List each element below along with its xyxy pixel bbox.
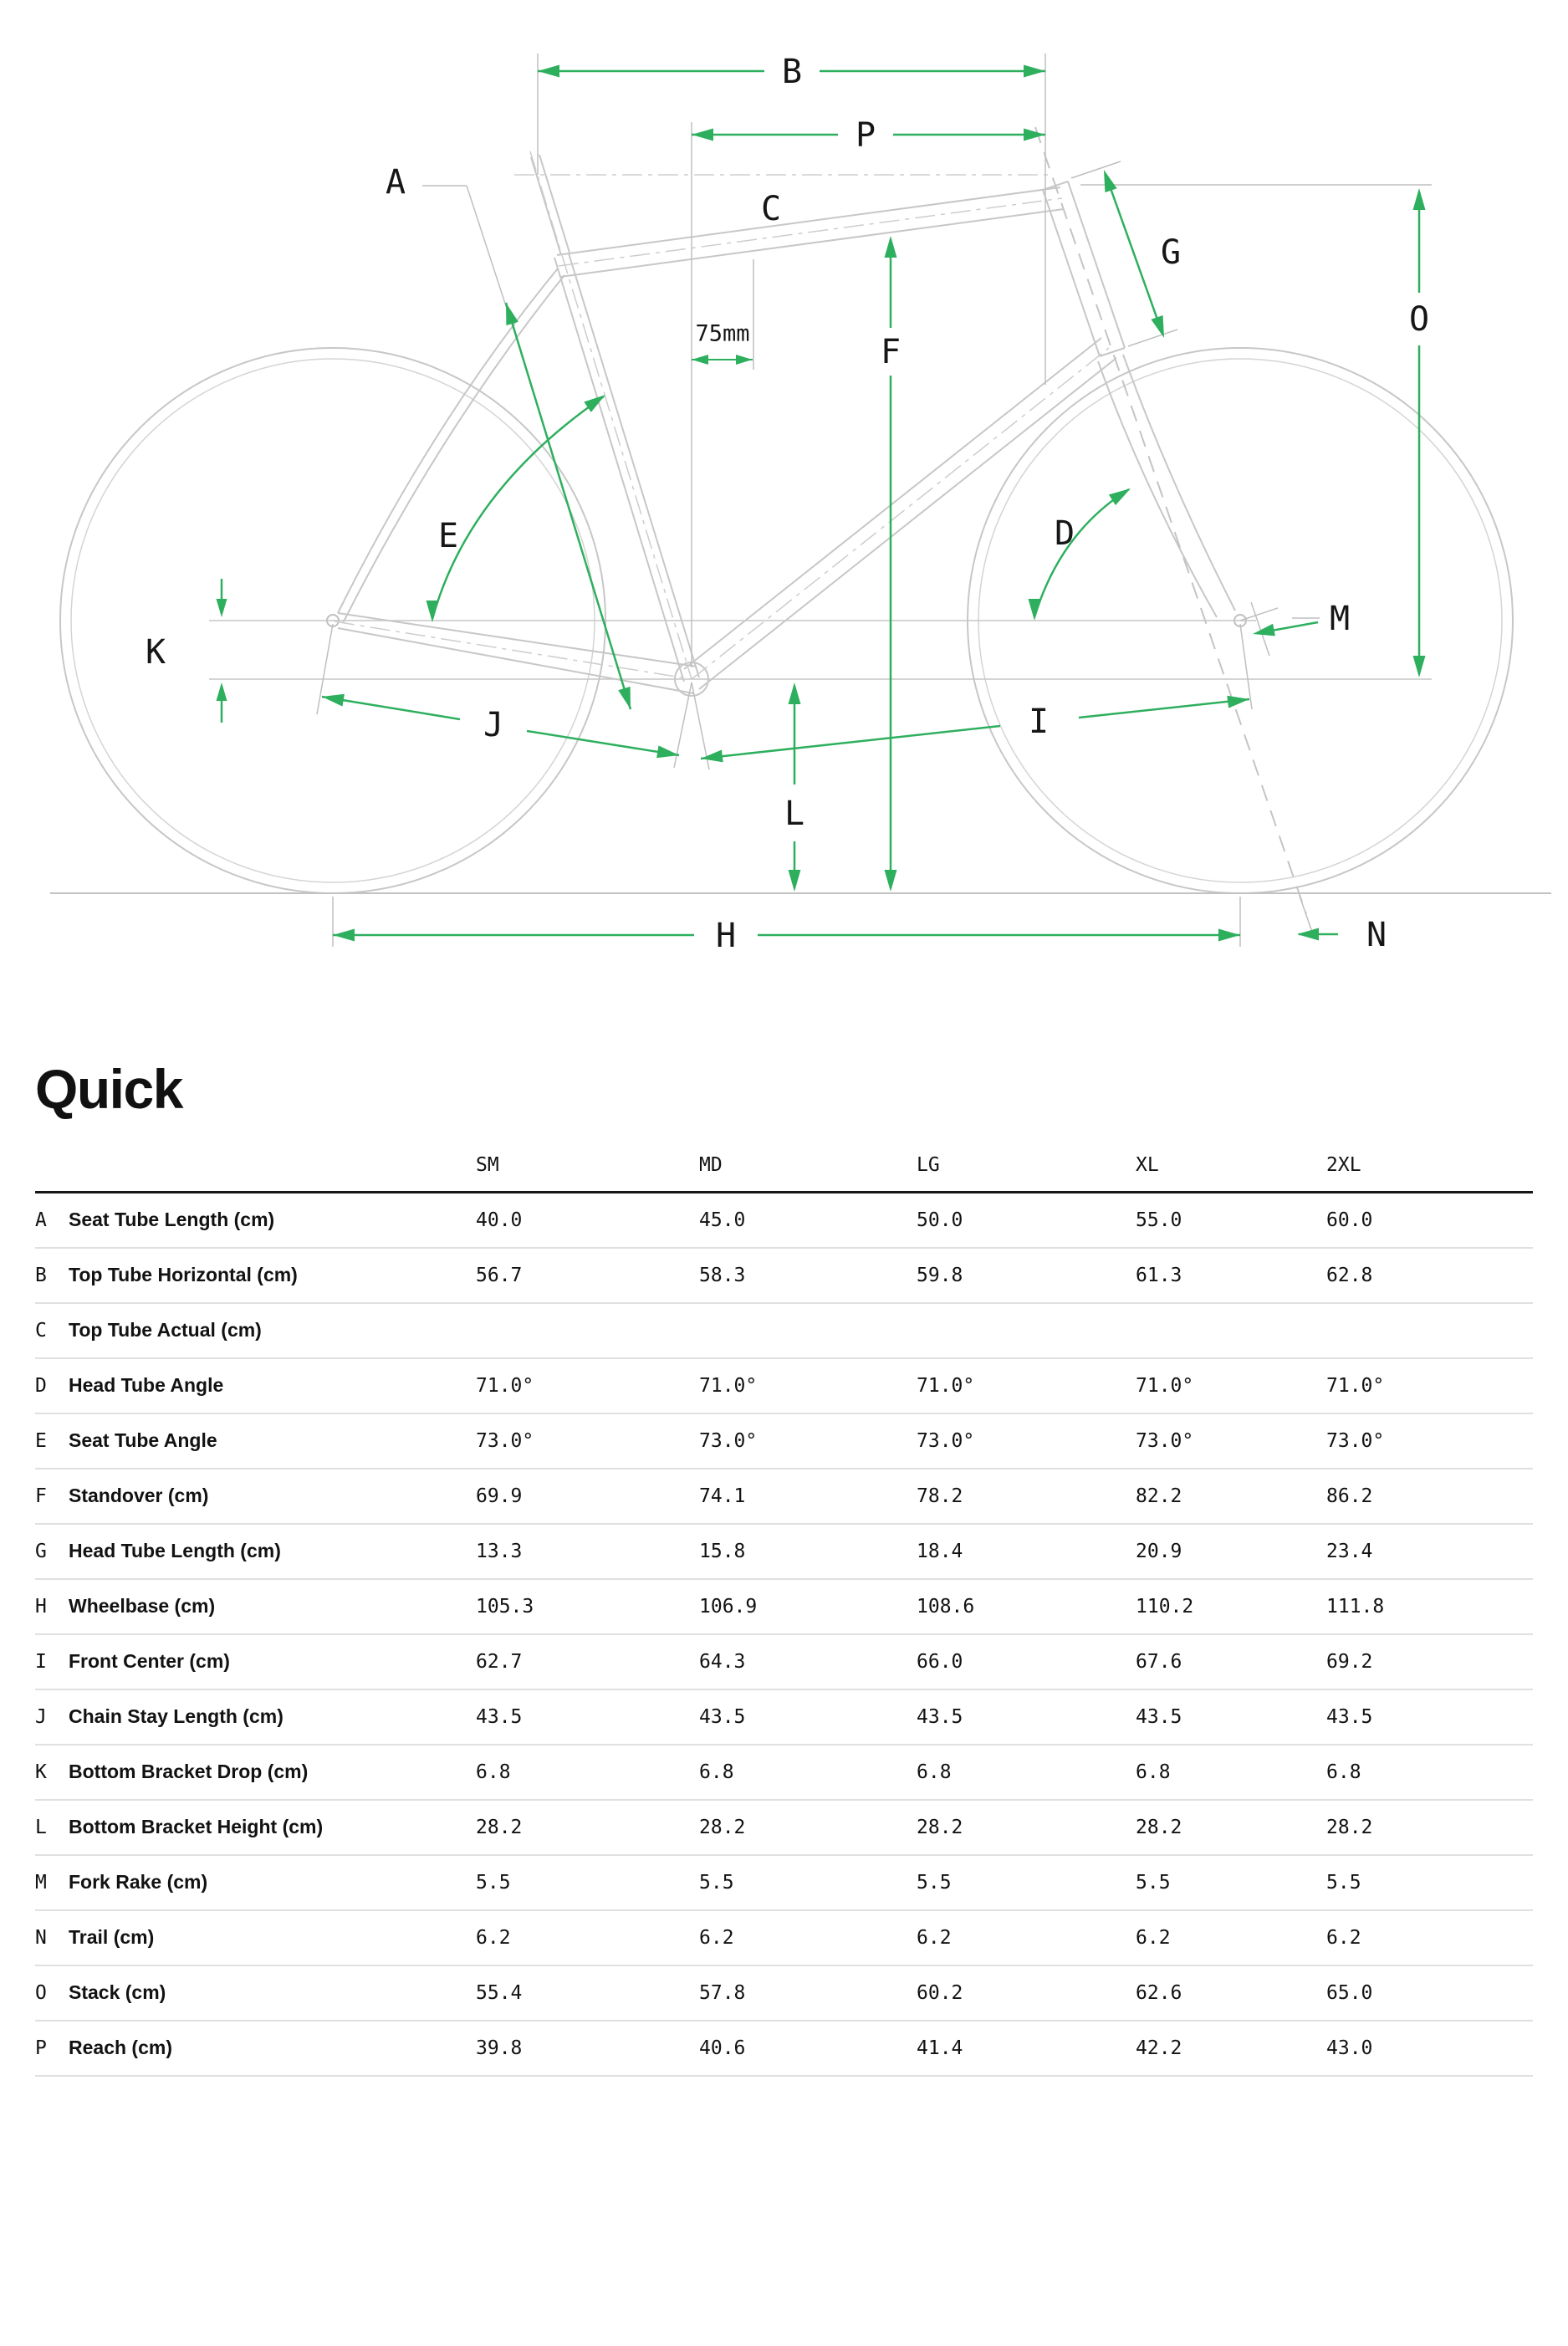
table-row bbox=[35, 1689, 1533, 1745]
row-letter: M bbox=[35, 1871, 47, 1894]
size-column-header-2xl: 2XL bbox=[1326, 1154, 1361, 1176]
row-value: 28.2 bbox=[699, 1816, 746, 1838]
row-value: 6.2 bbox=[1136, 1926, 1171, 1949]
row-value: 43.5 bbox=[476, 1705, 523, 1728]
row-letter: G bbox=[35, 1540, 47, 1562]
row-label: Stack (cm) bbox=[69, 1981, 166, 2003]
row-value: 57.8 bbox=[699, 1981, 746, 2004]
row-value: 28.2 bbox=[1326, 1816, 1373, 1838]
table-row bbox=[35, 1855, 1533, 1910]
row-label: Head Tube Angle bbox=[69, 1374, 224, 1396]
row-value: 55.0 bbox=[1136, 1209, 1182, 1231]
dim-label-k: K bbox=[145, 633, 166, 672]
row-value: 56.7 bbox=[476, 1264, 523, 1286]
table-row bbox=[35, 1579, 1533, 1634]
row-letter: N bbox=[35, 1926, 47, 1949]
dim-label-75mm: 75mm bbox=[695, 320, 750, 347]
row-value: 86.2 bbox=[1326, 1485, 1373, 1507]
table-row bbox=[35, 1413, 1533, 1469]
row-value: 50.0 bbox=[917, 1209, 963, 1231]
row-value: 41.4 bbox=[917, 2037, 963, 2059]
table-row bbox=[35, 1965, 1533, 2021]
row-label: Top Tube Actual (cm) bbox=[69, 1319, 262, 1341]
row-value: 73.0° bbox=[917, 1429, 975, 1452]
row-value: 60.0 bbox=[1326, 1209, 1373, 1231]
row-value: 43.5 bbox=[1136, 1705, 1182, 1728]
row-value: 66.0 bbox=[917, 1650, 963, 1673]
row-value: 73.0° bbox=[699, 1429, 758, 1452]
table-row bbox=[35, 1800, 1533, 1855]
row-label: Front Center (cm) bbox=[69, 1650, 230, 1672]
row-value: 61.3 bbox=[1136, 1264, 1182, 1286]
dim-label-n: N bbox=[1366, 916, 1387, 954]
row-value bbox=[476, 1303, 699, 1358]
row-value: 62.8 bbox=[1326, 1264, 1373, 1286]
row-value: 62.6 bbox=[1136, 1981, 1182, 2004]
row-letter: H bbox=[35, 1595, 47, 1618]
dim-label-d: D bbox=[1054, 514, 1075, 553]
dim-label-l: L bbox=[784, 795, 805, 833]
geometry-table bbox=[35, 1154, 1533, 2077]
row-value: 60.2 bbox=[917, 1981, 963, 2004]
row-value: 6.8 bbox=[476, 1761, 511, 1783]
row-value: 73.0° bbox=[1326, 1429, 1385, 1452]
row-value: 42.2 bbox=[1136, 2037, 1182, 2059]
row-value: 59.8 bbox=[917, 1264, 963, 1286]
row-value bbox=[917, 1303, 1136, 1358]
row-value: 73.0° bbox=[1136, 1429, 1194, 1452]
row-label: Reach (cm) bbox=[69, 2037, 172, 2058]
dim-label-i: I bbox=[1028, 703, 1050, 741]
row-value: 28.2 bbox=[917, 1816, 963, 1838]
table-row bbox=[35, 1634, 1533, 1689]
row-value: 20.9 bbox=[1136, 1540, 1182, 1562]
bike-geometry-diagram bbox=[0, 0, 1568, 1029]
row-value: 6.8 bbox=[1136, 1761, 1171, 1783]
dim-label-j: J bbox=[483, 706, 504, 744]
row-value: 6.8 bbox=[699, 1761, 734, 1783]
dim-label-h: H bbox=[715, 917, 737, 955]
row-letter: C bbox=[35, 1319, 47, 1342]
row-value: 71.0° bbox=[476, 1374, 534, 1397]
row-value: 15.8 bbox=[699, 1540, 746, 1562]
dim-label-a: A bbox=[385, 163, 406, 202]
row-value: 78.2 bbox=[917, 1485, 963, 1507]
row-value: 6.2 bbox=[476, 1926, 511, 1949]
dim-label-p: P bbox=[855, 116, 876, 155]
dim-label-o: O bbox=[1408, 300, 1430, 339]
row-value: 28.2 bbox=[1136, 1816, 1182, 1838]
row-value: 74.1 bbox=[699, 1485, 746, 1507]
size-column-header-xl: XL bbox=[1136, 1154, 1159, 1176]
row-value: 105.3 bbox=[476, 1595, 534, 1618]
corner-cell bbox=[35, 1154, 69, 1193]
row-value: 108.6 bbox=[917, 1595, 975, 1618]
row-value: 6.8 bbox=[917, 1761, 952, 1783]
row-value: 23.4 bbox=[1326, 1540, 1373, 1562]
row-label: Chain Stay Length (cm) bbox=[69, 1705, 283, 1727]
row-value: 18.4 bbox=[917, 1540, 963, 1562]
dimension-extension-lines bbox=[317, 54, 1432, 947]
table-row bbox=[35, 1303, 1533, 1358]
row-letter: P bbox=[35, 2037, 47, 2059]
row-value: 6.2 bbox=[1326, 1926, 1361, 1949]
row-label: Seat Tube Angle bbox=[69, 1429, 217, 1451]
dim-label-e: E bbox=[437, 517, 459, 555]
dim-label-m: M bbox=[1329, 600, 1351, 638]
corner-cell bbox=[69, 1154, 476, 1193]
row-value: 5.5 bbox=[699, 1871, 734, 1894]
page-title: Quick bbox=[35, 1058, 182, 1120]
row-label: Bottom Bracket Height (cm) bbox=[69, 1816, 324, 1837]
size-column-header-lg: LG bbox=[917, 1154, 940, 1176]
row-label: Trail (cm) bbox=[69, 1926, 155, 1948]
row-value: 39.8 bbox=[476, 2037, 523, 2059]
row-label: Wheelbase (cm) bbox=[69, 1595, 216, 1617]
row-value: 43.0 bbox=[1326, 2037, 1373, 2059]
row-value: 106.9 bbox=[699, 1595, 758, 1618]
row-value: 28.2 bbox=[476, 1816, 523, 1838]
row-value: 13.3 bbox=[476, 1540, 523, 1562]
table-row bbox=[35, 1745, 1533, 1800]
row-letter: L bbox=[35, 1816, 47, 1838]
row-value: 73.0° bbox=[476, 1429, 534, 1452]
row-value: 5.5 bbox=[1136, 1871, 1171, 1894]
row-value: 69.2 bbox=[1326, 1650, 1373, 1673]
table-row bbox=[35, 1910, 1533, 1965]
dim-label-b: B bbox=[781, 53, 803, 91]
size-column-header-sm: SM bbox=[476, 1154, 499, 1176]
table-row bbox=[35, 1248, 1533, 1303]
row-value: 43.5 bbox=[699, 1705, 746, 1728]
spec-section bbox=[0, 1029, 1568, 2077]
row-value bbox=[1326, 1303, 1533, 1358]
row-label: Top Tube Horizontal (cm) bbox=[69, 1264, 298, 1285]
row-value: 110.2 bbox=[1136, 1595, 1194, 1618]
row-value: 71.0° bbox=[917, 1374, 975, 1397]
row-value: 111.8 bbox=[1326, 1595, 1385, 1618]
row-value bbox=[699, 1303, 917, 1358]
row-value: 55.4 bbox=[476, 1981, 523, 2004]
row-label: Standover (cm) bbox=[69, 1485, 209, 1506]
row-value: 43.5 bbox=[917, 1705, 963, 1728]
row-letter: O bbox=[35, 1981, 47, 2004]
row-value: 40.0 bbox=[476, 1209, 523, 1231]
row-value: 5.5 bbox=[1326, 1871, 1361, 1894]
row-label: Head Tube Length (cm) bbox=[69, 1540, 281, 1561]
geometry-svg bbox=[0, 0, 1568, 1029]
row-label: Fork Rake (cm) bbox=[69, 1871, 208, 1893]
row-letter: I bbox=[35, 1650, 47, 1673]
row-letter: A bbox=[35, 1209, 47, 1231]
row-letter: J bbox=[35, 1705, 47, 1728]
row-value: 45.0 bbox=[699, 1209, 746, 1231]
row-value: 67.6 bbox=[1136, 1650, 1182, 1673]
row-label: Seat Tube Length (cm) bbox=[69, 1209, 275, 1231]
table-row bbox=[35, 1358, 1533, 1413]
row-value: 40.6 bbox=[699, 2037, 746, 2059]
row-value: 6.8 bbox=[1326, 1761, 1361, 1783]
row-value: 6.2 bbox=[917, 1926, 952, 1949]
size-header-row bbox=[35, 1154, 1533, 1193]
size-column-header-md: MD bbox=[699, 1154, 723, 1176]
row-value: 58.3 bbox=[699, 1264, 746, 1286]
dimension-labels bbox=[146, 53, 1429, 955]
row-letter: F bbox=[35, 1485, 47, 1507]
row-value: 69.9 bbox=[476, 1485, 523, 1507]
row-label: Bottom Bracket Drop (cm) bbox=[69, 1761, 309, 1782]
row-value: 43.5 bbox=[1326, 1705, 1373, 1728]
row-value: 82.2 bbox=[1136, 1485, 1182, 1507]
dim-label-c: C bbox=[760, 190, 782, 228]
row-value: 5.5 bbox=[476, 1871, 511, 1894]
table-row bbox=[35, 1193, 1533, 1248]
row-value bbox=[1136, 1303, 1326, 1358]
row-letter: B bbox=[35, 1264, 47, 1286]
row-value: 5.5 bbox=[917, 1871, 952, 1894]
table-row bbox=[35, 1524, 1533, 1579]
row-value: 6.2 bbox=[699, 1926, 734, 1949]
table-row bbox=[35, 2021, 1533, 2076]
row-value: 71.0° bbox=[1136, 1374, 1194, 1397]
row-value: 71.0° bbox=[1326, 1374, 1385, 1397]
row-value: 62.7 bbox=[476, 1650, 523, 1673]
row-value: 65.0 bbox=[1326, 1981, 1373, 2004]
table-row bbox=[35, 1469, 1533, 1524]
row-letter: K bbox=[35, 1761, 47, 1783]
dim-label-g: G bbox=[1160, 233, 1182, 272]
row-value: 64.3 bbox=[699, 1650, 746, 1673]
row-value: 71.0° bbox=[699, 1374, 758, 1397]
row-letter: E bbox=[35, 1429, 47, 1452]
row-letter: D bbox=[35, 1374, 47, 1397]
dim-label-f: F bbox=[880, 333, 901, 371]
